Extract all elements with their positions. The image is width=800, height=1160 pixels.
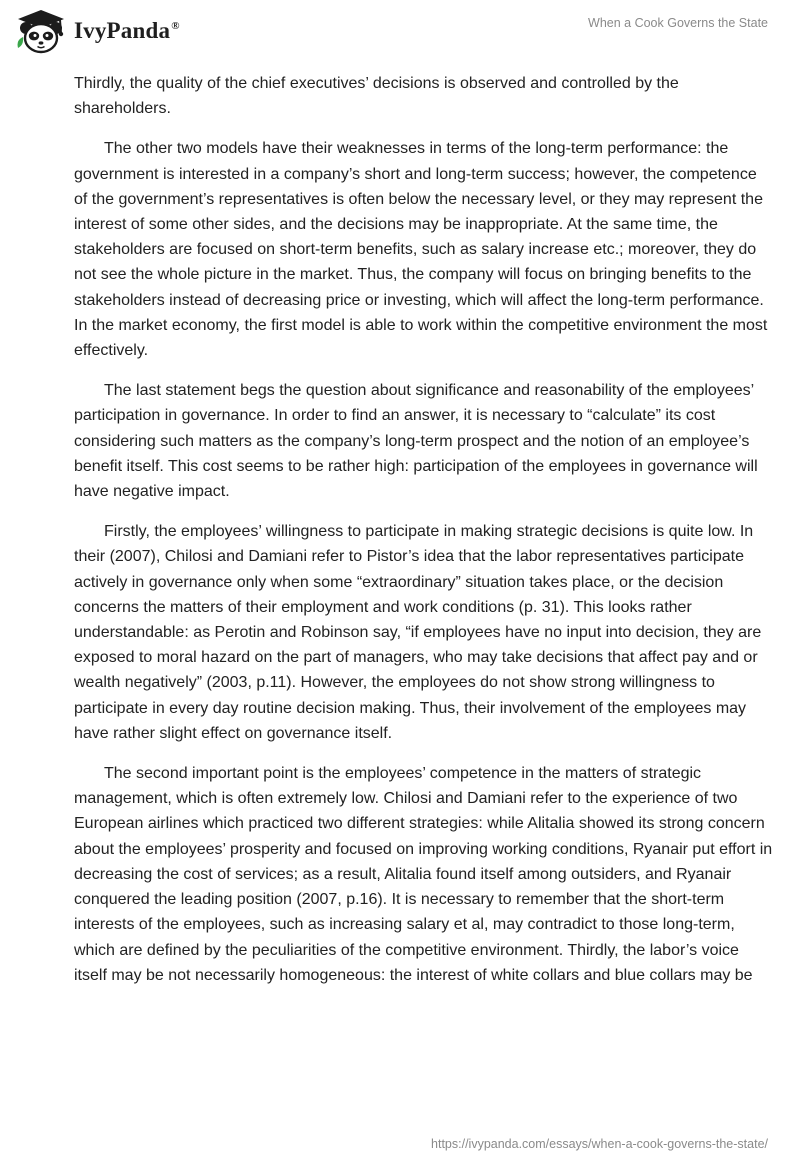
paragraph: The last statement begs the question about significance and reasonability of the employees’ participation in governance. In order to find an answer, it is necessary to “calculate” its cost considering such matters as the company’s long-term prospect and the notion of an employee’s benefit itself. This cost seems to be rather high: participation of the employees in governance will have negative impact. bbox=[74, 382, 758, 501]
page-header bbox=[0, 0, 800, 70]
brand-logo[interactable] bbox=[14, 8, 180, 54]
panda-graduate-logo-icon bbox=[14, 8, 68, 54]
paragraph: The second important point is the employees’ competence in the matters of strategic management, which is often extremely low. Chilosi and Damiani refer to the experience of two European airlines which practiced two different strategies: while Alitalia showed its strong concern about the employees’ prosperity and focused on improving working conditions, Ryanair put effort in decreasing the cost of services; as a result, Alitalia found itself among outsiders, and Ryanair conquered the leading position (2007, p.16). It is necessary to remember that the short-term interests of the employees, such as increasing salary et al, may contradict to those long-term, which are defined by the peculiarities of the competitive environment. Thirdly, the labor’s voice itself may be not necessarily homogeneous: the interest of white collars and blue collars may be bbox=[74, 765, 773, 984]
brand-name: IvyPanda® bbox=[74, 18, 180, 43]
document-title: When a Cook Governs the State bbox=[588, 16, 768, 30]
paragraph: Thirdly, the quality of the chief executives’ decisions is observed and controlled by the shareholders. bbox=[74, 75, 679, 118]
footer-url[interactable]: https://ivypanda.com/essays/when-a-cook-governs-the-state/ bbox=[431, 1137, 768, 1151]
paragraph: Firstly, the employees’ willingness to participate in making strategic decisions is quite low. In their (2007), Chilosi and Damiani refer to Pistor’s idea that the labor representatives participate actively in governance only when some “extraordinary” situation takes place, or the decision concerns the matters of their employment and work conditions (p. 31). This looks rather understandable: as Perotin and Robinson say, “if employees have no input into decision, they are exposed to moral hazard on the part of managers, who may take decisions that affect pay and or wealth negatively” (2003, p.11). However, the employees do not show strong willingness to participate in every day routine decision making. Thus, their involvement of the employees may have rather slight effect on governance itself. bbox=[74, 523, 762, 742]
registered-mark: ® bbox=[171, 20, 180, 33]
essay-body bbox=[74, 71, 774, 1003]
paragraph: The other two models have their weaknesses in terms of the long-term performance: the government is interested in a company’s short and long-term success; however, the competence of the government’s representatives is often below the necessary level, or they may represent the interest of some other sides, and the decisions may be inappropriate. At the same time, the stakeholders are focused on short-term benefits, such as salary increase etc.; moreover, they do not see the whole picture in the market. Thus, the company will focus on bringing benefits to the stakeholders instead of decreasing price or investing, which will affect the long-term performance. In the market economy, the first model is able to work within the competitive environment the most effectively. bbox=[74, 140, 768, 360]
